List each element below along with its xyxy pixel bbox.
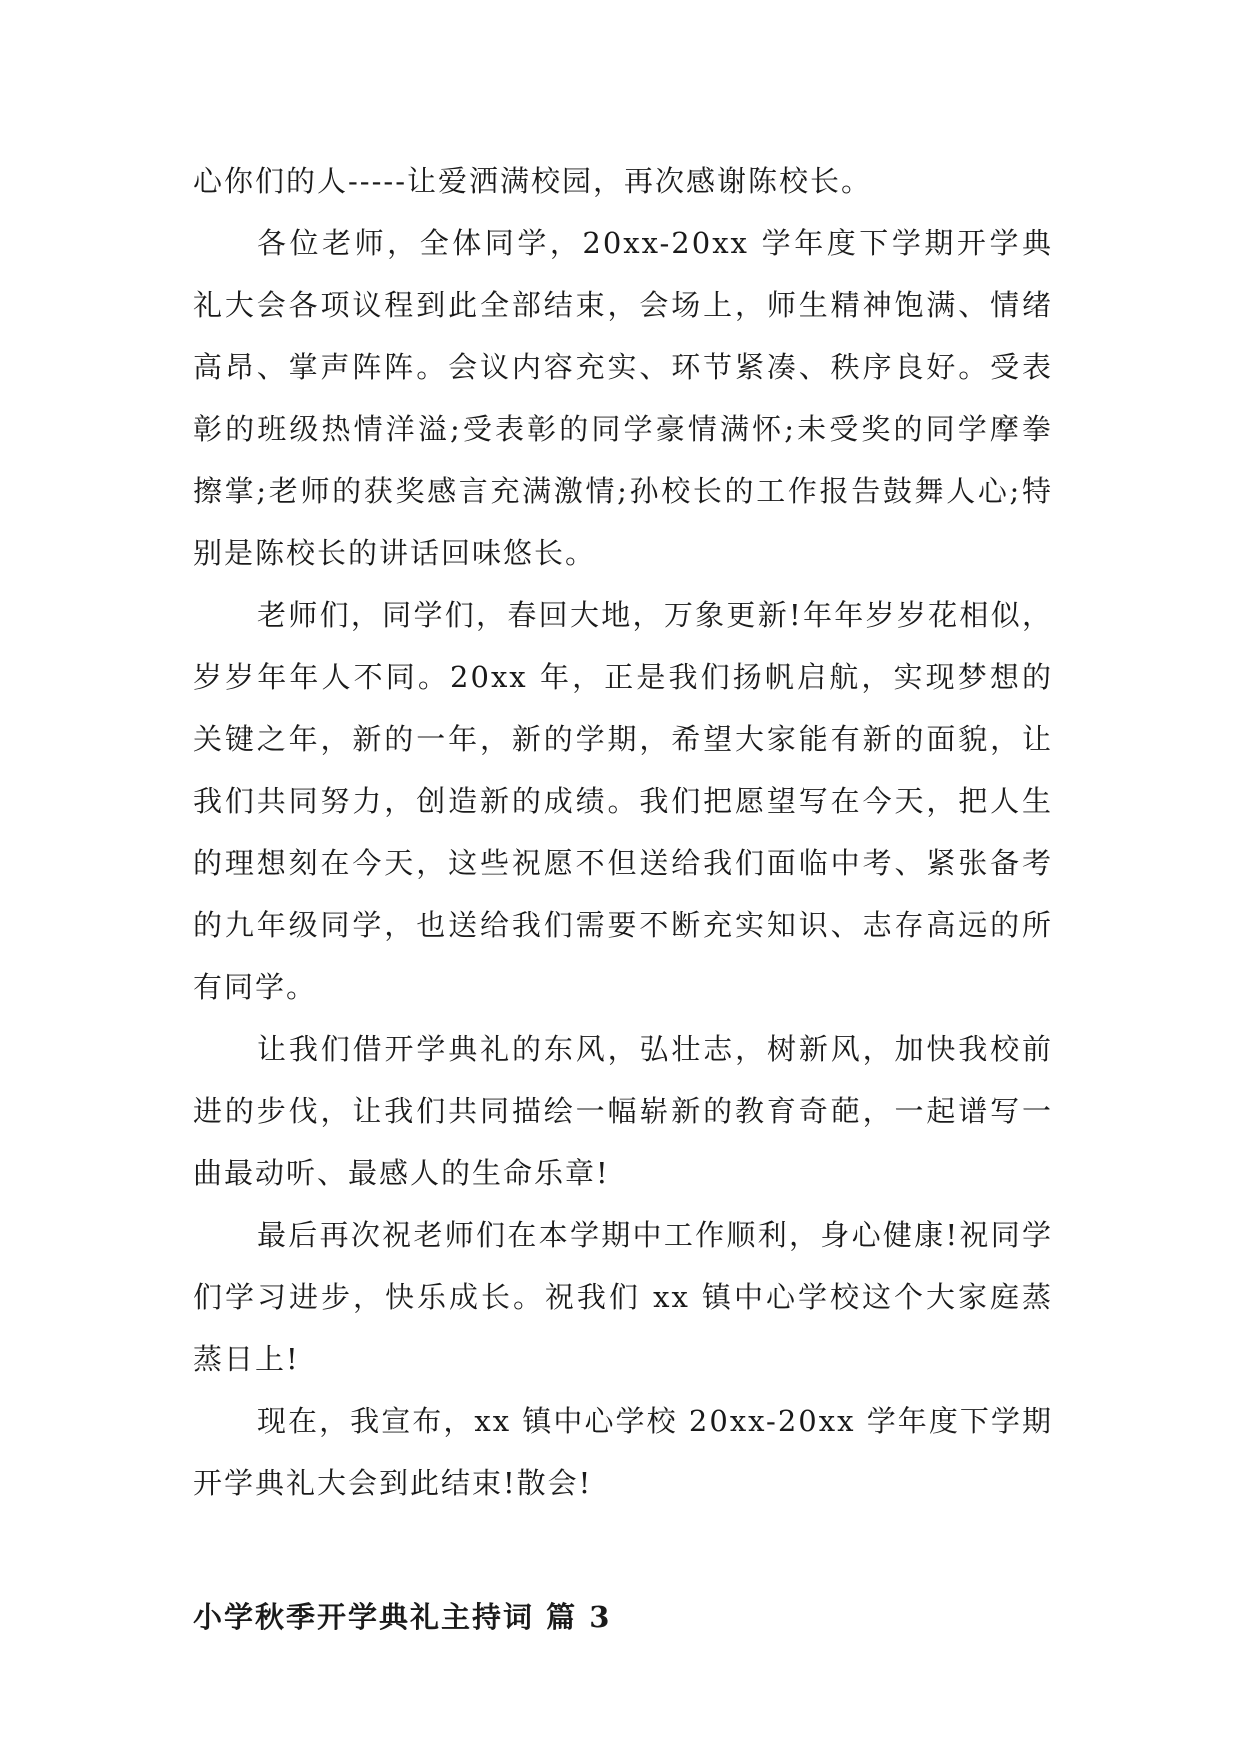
paragraph-4: 让我们借开学典礼的东风，弘壮志，树新风，加快我校前进的步伐，让我们共同描绘一幅崭新的教育奇葩，一起谱写一曲最动听、最感人的生命乐章! (193, 1032, 1053, 1190)
paragraph-6: 现在，我宣布，xx 镇中心学校 20xx-20xx 学年度下学期开学典礼大会到此结束!散会! (193, 1404, 1053, 1500)
document-body (193, 150, 1053, 1648)
paragraph-1: 心你们的人-----让爱洒满校园，再次感谢陈校长。 (193, 164, 872, 198)
paragraph-3: 老师们，同学们，春回大地，万象更新!年年岁岁花相似，岁岁年年人不同。20xx 年，正是我们扬帆启航，实现梦想的关键之年，新的一年，新的学期，希望大家能有新的面貌，让我们共同努力，创造新的成绩。我们把愿望写在今天，把人生的理想刻在今天，这些祝愿不但送给我们面临中考、紧张备考的九年级同学，也送给我们需要不断充实知识、志存高远的所有同学。 (193, 598, 1053, 1004)
section-heading: 小学秋季开学典礼主持词 篇 3 (193, 1600, 612, 1634)
paragraph-5: 最后再次祝老师们在本学期中工作顺利，身心健康!祝同学们学习进步，快乐成长。祝我们 xx 镇中心学校这个大家庭蒸蒸日上! (193, 1218, 1053, 1376)
paragraph-2: 各位老师，全体同学，20xx-20xx 学年度下学期开学典礼大会各项议程到此全部结束，会场上，师生精神饱满、情绪高昂、掌声阵阵。会议内容充实、环节紧凑、秩序良好。受表彰的班级热情洋溢;受表彰的同学豪情满怀;未受奖的同学摩拳擦掌;老师的获奖感言充满激情;孙校长的工作报告鼓舞人心;特别是陈校长的讲话回味悠长。 (193, 226, 1053, 570)
